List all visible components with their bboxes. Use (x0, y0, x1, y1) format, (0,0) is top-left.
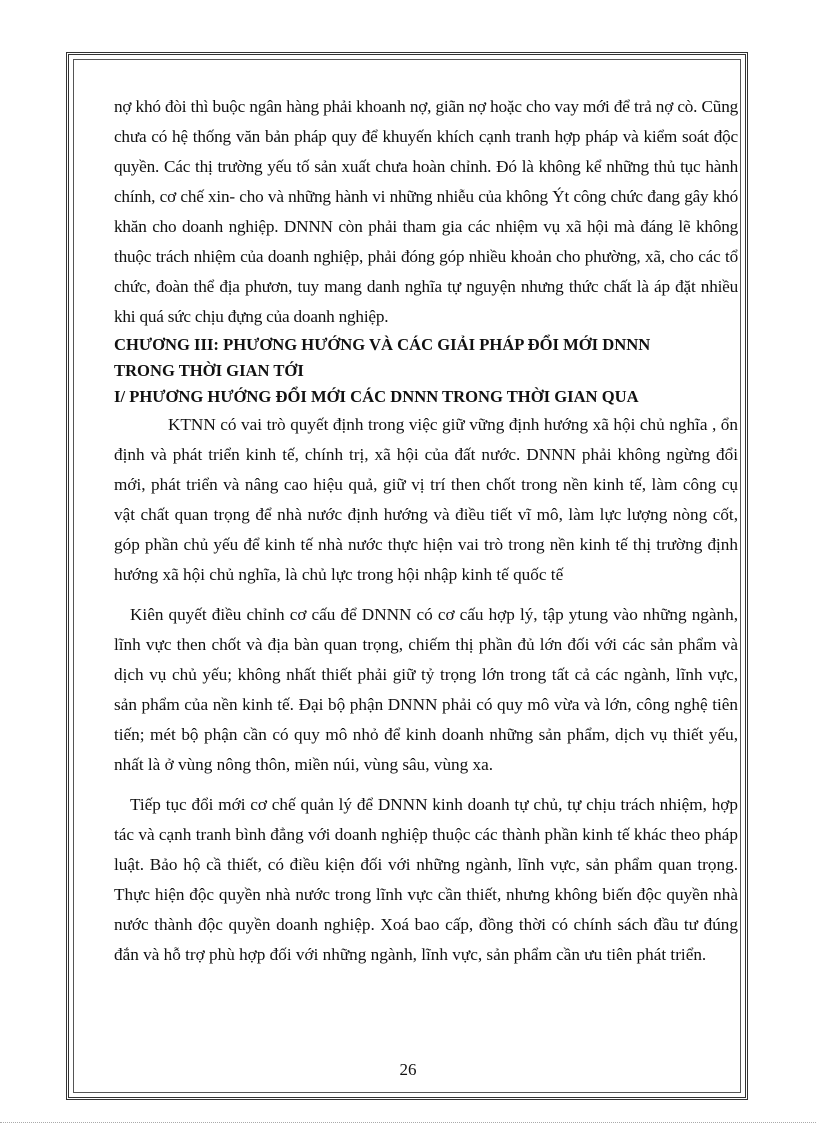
section-heading: I/ PHƯƠNG HƯỚNG ĐỔI MỚI CÁC DNNN TRONG THỜI GIAN QUA (114, 387, 639, 406)
paragraph-management: Tiếp tục đổi mới cơ chế quản lý để DNNN kinh doanh tự chủ, tự chịu trách nhiệm, hợp tác và cạnh tranh bình đẳng với doanh nghiệp thuộc các thành phần kinh tế khác theo pháp luật. Bảo hộ cầ thiết, có điều kiện đối với những ngành, lĩnh vực, sản phẩm quan trọng. Thực hiện độc quyền nhà nước trong lĩnh vực cần thiết, nhưng không biến độc quyền nhà nước thành độc quyền doanh nghiệp. Xoá bao cấp, đồng thời có chính sách đầu tư đúng đắn và hỗ trợ phù hợp đối với những ngành, lĩnh vực, sản phẩm cần ưu tiên phát triển. (114, 795, 738, 964)
paragraph-ktnn-role: KTNN có vai trò quyết định trong việc giữ vững định hướng xã hội chủ nghĩa , ổn định và phát triển kinh tế, chính trị, xã hội của đất nước. DNNN phải không ngừng đổi mới, phát triển và nâng cao hiệu quả, giữ vị trí then chốt trong nền kinh tế, làm công cụ vật chất quan trọng để nhà nước định hướng và điều tiết vĩ mô, làm lực lượng nòng cốt, góp phần chủ yếu để kinh tế nhà nước thực hiện vai trò trong nền kinh tế thị trường định hướng xã hội chủ nghĩa, là chủ lực trong hội nhập kinh tế quốc tế (114, 415, 738, 584)
page-number: 26 (399, 1060, 417, 1079)
paragraph-structure: Kiên quyết điều chỉnh cơ cấu để DNNN có cơ cấu hợp lý, tập ytung vào những ngành, lĩnh vực then chốt và địa bàn quan trọng, chiếm thị phần đủ lớn đối với các sản phẩm và dịch vụ chủ yếu; không nhất thiết phải giữ tỷ trọng lớn trong tất cả các ngành, lĩnh vực, sản phẩm của nền kinh tế. Đại bộ phận DNNN phải có quy mô vừa và lớn, công nghệ tiên tiến; mét bộ phận cần có quy mô nhỏ để kinh doanh những sản phẩm, dịch vụ thiết yếu, nhất là ở vùng nông thôn, miền núi, vùng sâu, vùng xa. (114, 605, 738, 774)
chapter-heading-line1: CHƯƠNG III: PHƯƠNG HƯỚNG VÀ CÁC GIẢI PHÁP ĐỔI MỚI DNNN (114, 335, 651, 354)
paragraph-intro: nợ khó đòi thì buộc ngân hàng phải khoanh nợ, giãn nợ hoặc cho vay mới để trả nợ cò. Cũng chưa có hệ thống văn bản pháp quy để khuyến khích cạnh tranh hợp pháp và kiểm soát độc quyền. Các thị trường yếu tố sản xuất chưa hoàn chỉnh. Đó là không kể những thủ tục hành chính, cơ chế xin- cho và những hành vi những nhiễu của không Ýt công chức đang gây khó khăn cho doanh nghiệp. DNNN còn phải tham gia các nhiệm vụ xã hội mà đáng lẽ không thuộc trách nhiệm của doanh nghiệp, phải đóng góp nhiều khoản cho phường, xã, cho các tổ chức, đoàn thể địa phươn, tuy mang danh nghĩa tự nguyện nhưng thức chất là áp đặt nhiều khi quá sức chịu đựng của doanh nghiệp. (114, 97, 738, 326)
chapter-heading-line2: TRONG THỜI GIAN TỚI (114, 361, 304, 380)
document-body (114, 92, 738, 970)
